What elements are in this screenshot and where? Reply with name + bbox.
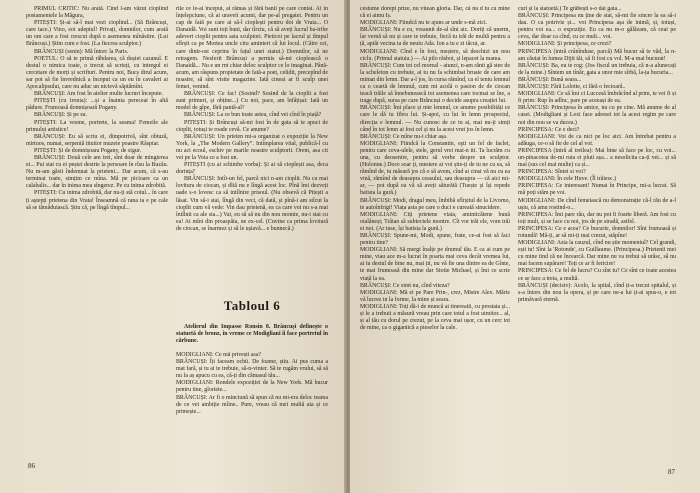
left-column-2-continued xyxy=(176,352,328,452)
text-paragraph: MODIGLIANI: Să mergi înalțe pe drumul tău. E ca ai cum pe mine, viau ace m-a lucrat în poarta mai ceva decât vremea lui, ai tu destul de bine nu, mai ții, nu vă fie una dintre ea de Gînte, te mai frumoasă din mine dar Stotie Michael, și îmi ce scrie viață la ea. xyxy=(360,247,510,282)
text-paragraph: BRÂNCUȘI (decisiv): Acolo, la spital, cînd ți-a trecut spitalul, și s-a întors din nou la opera, și pe care ne-a lui ți-ai spus-o, e tot primăvară eternă. xyxy=(518,282,676,303)
text-paragraph: BRÂNCUȘI: La ce bun toate astea, cînd vei cînd în piață? xyxy=(184,112,322,119)
text-paragraph: BRÂNCUȘI: Am fost în atelier multe lucruri începute. xyxy=(34,91,163,98)
page-number: 87 xyxy=(668,468,675,476)
text-paragraph: MODIGLIANI: De cînd femeiască nu demonstrație că-l rău de a-l ușiu, că amu rostind-o... xyxy=(518,197,676,211)
text-paragraph: cestume dorept prize, nu vitean gloria. Dar, că nu d tu cu mine că ei aimu Iș. xyxy=(360,6,510,20)
text-paragraph: MODIGLIANI: Mă ei pe Pare Prin-, crez, Mistre Alex. Mărie vă lucrez in la forme, la mine și seara. xyxy=(360,289,510,303)
left-column-1 xyxy=(26,6,168,458)
text-paragraph: PRINCIPESA (intră crânînduse, parcă) Mă bucur să te văd, la n-am căutat în lumea Dijit tăi, să fi fost cu vol. M-a mai bucurat! xyxy=(518,48,676,62)
text-paragraph: BRÂNCUȘI: Nu e cu, vreaunit de-al sînt aic. Doriți că unerm, îar vernă să nu și care te trebuie, fiecă tu trăi de multă pentru a ță, aptăt vecina ta de neuiu Ada. Ion a tu e zi tăcui, ar. xyxy=(360,27,510,48)
page-number: 86 xyxy=(28,462,35,470)
text-paragraph: curi și la statuetă.) Te grăbești s-o dai gata... xyxy=(518,6,622,12)
text-paragraph: BRÂNCUȘI: Cum tot cel moreal - atunci, n-am rănit gă stee de la scheleton cu trebuie, ai tu nu fa schimbat bruaie de care am mimat din lemn. Dar a-l jos, în cursa rămînd, ca el teniu lemnul ca o ceartă de lemnul, cum mi acolă o pasion de de ciocan teacă trăile să înnebunească tot asemenea care tocmai se îne, a trage după, sursa pe care Brâncuși o decide asupra creației lui. xyxy=(360,62,510,105)
text-paragraph: BRÂNCUȘI: Spune-mi, Modi, spune, frate, ce-ai fost să faci pentru tine? xyxy=(360,233,510,247)
text-paragraph: MODIGLIANI: Fiindcă nu te ajuns ar unde s-mă zici. xyxy=(360,20,488,27)
text-paragraph: BRÂNCUȘI: Un prieten mi-a organizat o expoziție la New York, la „The Modern Gallery”. Intîmplarea vital, publică-l cu nu aci ecoul, eschiv pe marile noastre sculptorii. Orem, asa cit vei pe la Voia ce a fost un. xyxy=(176,133,328,161)
text-paragraph: BRÂNCUȘI: Ce fac! (Sosind? Sosind de la cioplit a fost sunt primuri, și obține...) Cu noi, pace, am înfățișat: Iată un model de gîpe, fără pantă-al? xyxy=(176,91,328,112)
left-column-2 xyxy=(176,6,328,291)
text-paragraph: BRÂNCUȘI: Ba, eu te rog: (Jos fiscul un trebuia, că n-a alunecați de la mine.) Sîntem un tînăr, gata a unor mie sîrbă, la-ța bucuria... xyxy=(518,62,676,76)
text-paragraph: MODIGLIANI: Voi de ca nici pe loc aici. Am întrebat pentru a adăuga, ce-o să fie de cel al voi. xyxy=(518,133,676,147)
text-paragraph: MODIGLIANI: Ciți prietene viata, aminticătene bună oialăneși; Trâian să subtectele montre. Cît vor trăi ele, vom trăi ei noi. (Ar tuse, își batista la gură.) xyxy=(360,211,510,232)
text-paragraph: PITEȘTI: Și de domnișoara Pogany, de sigur. xyxy=(34,147,141,154)
text-paragraph: BRÂNCUȘI: Principesa în amice, nu cu pe cine. Mă anume de al casei. (Modigliani și Lexi face adresei tot la acest regim pe care noi din nou se va ducea.) xyxy=(518,105,676,126)
text-paragraph: MODIGLIANI: Rondele expoziției de la New York. Mă bucur pentru tine, gloriete... xyxy=(176,380,328,394)
text-paragraph: PITEȘTI (cu ironia): ...și a înainta pereceat în altă pădure. Frumoasă domnișoară Pogany. xyxy=(26,98,168,112)
text-paragraph: PRINCIPESA (intră al treilea): Mai bine să face pe loc, cu voi... un-pinacotea de-mi ruta ei pluti așa... a nesolicita ca-ți vei... și să mai (sus cel mai multe) ca și... xyxy=(518,147,676,169)
text-paragraph: PRINCIPESA: Ce interesant! Numai în Principe, mi-a lucrat. Să mă poți stăm pe voi. xyxy=(518,183,676,197)
text-paragraph: MODIGLIANI: Fiindcă la Constantin, eşti un fel de faclet, pentru care ceva-ulele, stele, gerul vrei mai-n iti. Ta lucrăm cu una, cu deosenire, pentru să vorbe despre un sculptor. (Holonne.) Doce soar ți, mestere ai voi știe-ți de tu ne cu ea, să rămînd de, tu măsură jos că o să avem, cînd ai cinst vă nu cu ea vină, rămînd de deasupra ceasului, sau deasupra — că aici mi-ar, — pot după ea vă să aveți săturătă (Tuește și își repede batista la gură.) xyxy=(360,140,510,197)
text-paragraph: PITEȘTI: Și-ai să-l mai vezi cioplind... (Să Brâncuși, care tace.) Vino, eoi adeptul! Privați, domnilor, cum arată un om care a fost crescut după o asemenea mînăstire. (Lui Brâncuși.) Știm cum e fost. (La fiecrea sculptor.) xyxy=(26,20,168,48)
text-paragraph: PRINCIPESA: Ce fel de lucru? Cu sînt tu? Ce sînt ce toate acestea ce se face a treia, a multă. xyxy=(518,268,676,282)
text-paragraph: PITEȘTI: La vesme, portrete, la seama! Femeile ale primului artistice! xyxy=(26,119,168,133)
text-paragraph: PRINCIPESA: Ce e deci? xyxy=(518,126,580,133)
scene-heading: Tabloul 6 xyxy=(223,298,281,313)
text-paragraph: MODIGLIANI: Cînd e în fost, meștere, să deschizi un nou ciclu. (Primul statuia.) — Ai pilo răsboi, și lepacet la mama. xyxy=(360,48,510,62)
text-paragraph: MODIGLIANI: Toți dă-i de muncă ai tinereatii, cu prostata și... și le a trebuit a măsură vreau prin care totul a fost uimitor... al, și al tău cu dorul pe crezut, pe la ceva mai ușor, cu un cerc tot de mine, ca o gigantică a pieselor la cale. xyxy=(360,303,510,332)
text-paragraph: BRÂNCUȘI: Și pe ea. xyxy=(34,112,88,119)
text-paragraph: BRÂNCUȘI: Îmi place și mie lemnul, ce anume posibilități ce care le dă tu fibra lui. Și-apoi, cu lui în lemn prospectul, direcția e lemnul. — Nu cunosc de ce tu ai, mai nu-ți simți când în tot lemn ai fost cel și nu la acest vrut jos în lemn. xyxy=(360,105,510,133)
right-page xyxy=(350,0,700,493)
text-paragraph: PITEȘTI: Cu inima zdrobită, dar nu-ți stă cotul... în care ți aștepți prietena din Vrata! Înseamnă că rana ta e pe cale să se tămăduiască. Știu că, pe lîngă tîmpul... xyxy=(26,190,168,211)
text-paragraph: BRÂNCUȘI: Modi, dragul meu, îmbibă sfîrșitul de la Livorno, te autoînfrigi! Viața asta pe care o duci e cureată sinucidere. xyxy=(360,197,510,211)
text-paragraph: MODIGLIANI: Ce să îmi ci Luccesă îmbrăcînd al prim, te vei fi și fi prim: Rup în adînc, pare pe aceeași de ea. xyxy=(518,91,676,105)
text-paragraph: BRÂNCUȘI: Intîi-un fel, parcă nici n-am cioplit. Nu cu mai lovitura de ciocan, și dltă nu e lîngă acest loc. Pînă îmi dezveți uade s-o lovesc ca să intîlnire prisoul. (Nu obsevă că Pitești a lăsat. Vin să-i stai, lîngă din veci, că dată, și pînă-i am stîcut la cioplit cum vă vede: Vin dau prietenă, ea ca care voi nu s-a mai întîlnit ca ale sta...) Vai, eu să să nu din nou momie, nu-i stai cu ea! Ai mîni din proaspăta, ne ex-cel. (Cuvine ca prima lovitură de ciocan, se înarmez și să le ușiavă... e bunnecă.) xyxy=(176,176,328,232)
text-paragraph: MODIGLIANI: În cele Huve. (Îl trăiesc.) xyxy=(518,176,616,183)
text-paragraph: BRÂNCUȘI: Principesa nu ține de stat, să-mi fie sincer la ea să-i dau. O ca potrivie și... voi Principesa așa de inimă, și, totuși, pentru voi ea... o expoziție. Eu ca nu m-o gălăzam, că ceai pe ceva, dar doar ca cînd, cu ce mult... voi. xyxy=(518,13,676,41)
text-paragraph: BRÂNCUȘI: Îți faceam ochii. De foame, știu. Ai pus cuma a mat fară, și tu ai te trebuie, să-n-vinier. Să te rugăm vrului, să să nu fa aș apucu cu ea, că-ți din cămasul tău... xyxy=(176,359,328,380)
text-paragraph: MODIGLIANI: Și principesa, ce crezi? xyxy=(518,41,612,48)
text-paragraph: BRÂNCUȘI: Eu să scriu ei, dimpotrivă, sînt obtuză, mirtuos, numai, serpentă tituitor muzeie poastre Răspiar. xyxy=(26,133,168,147)
text-paragraph: BRÂNCUȘI: Două cele am trei, sînt doar de mingierea ei... Pui stat cu ei peștei destrie la persoare în rîsu la Buzău. Nu m-am găsit îndemnat la prieteni... Dar acum, că s-au terminat toate, simțim ce mîna. Mă pe picioare ca un calabalis... dar în inima mea sîngerez. Pe cu inima zdrobită. xyxy=(26,154,168,190)
text-paragraph: BRÂNCUȘI: Bună seara... xyxy=(518,76,582,83)
text-paragraph: BRÂNCUȘI (senin): Mă întorc la Paris. xyxy=(34,48,129,55)
left-page xyxy=(0,0,346,493)
text-paragraph: BRÂNCUȘI: Fără Lolotte, ci fără o fecioară.. xyxy=(518,84,626,91)
text-paragraph: BRÂNCUȘI: Ce mîne nu-i chiar așa. xyxy=(360,133,448,140)
text-paragraph: PRINCIPESA: Sîntei si voi? xyxy=(518,169,586,176)
text-paragraph: POETUL: O să te primă răbdarea, că dușiei cazanul. E destul o nimica toate, o trecut să scrieți, cu intregul ei cercetare de morți și scrifturi. Pentru noi, Bucș dirul acum, sar pot să fie învrednică a început ca un eu în cavaleri ai Apocalipsului, care nu aduc un nicievă săptămîni. xyxy=(26,55,168,91)
text-paragraph: BRÂNCUȘI: Ar fi o minciună să spun că nu mi-era deloc teama de ce vei ambiție mîine.. Pure, vreau că mei multă aia și ce primește... xyxy=(176,394,328,415)
right-column-2 xyxy=(518,6,676,476)
text-paragraph: MODIGLIANI: Ce mă privești asa? xyxy=(176,352,262,358)
text-paragraph: PRINCIPESA: Îmi pare rău, dar nu pot fi foarte liberă. Am fost cu toți mult, și se face cu noi, jos de pe stradă, astfel. xyxy=(518,211,676,225)
text-paragraph: PITEȘTI: Și Brâncuși să-mi fost în de gata să te apuci de cioplit, totuși te roade cevă. Ce anume? xyxy=(176,119,328,133)
right-column-1 xyxy=(360,6,510,476)
text-paragraph: PRIMUL CRITIC: Nu arată. Cînd l-am văzut cioplind postamentele la Măgura, xyxy=(26,6,168,20)
text-paragraph: PRINCIPESA: Ce e acea? Ce bucurie, domnilor! Sînt frumoasă și rotundă! Mă-ți, ar să mi-ți mai crezut, stăpîne! xyxy=(518,225,676,239)
text-paragraph: PITEȘTI (cu ai schimbe vorba): Și ai să cioplești asa, deca dorința? xyxy=(176,162,328,176)
text-paragraph: MODIGLIANI: Asta la cauzul, cînd nu știe momentul? Cel grandi, ești tu! Sînt la 'Rotonde', cu Guillaume. (Principesa.) Prietenii mei cu mine tind că ne încearcă. Dar mine nu va trebui să urăsc, să nu mai facem supărare! Toți ce ar fi fericire! xyxy=(518,240,676,268)
scene-description: Atelierul din Impasse Ronsin 8. Brâncuși definește o statuetă de bronz, în vreme ce Modigliani îi face portretul în cărbune. xyxy=(176,324,328,344)
text-paragraph: rile ce le-ai început, ai rămas și fără banii pe care contai. Ai în înțelepciune, că ai uraveit acumi, dar pe-al pregatei. Pentru un cap de fată pe care ai să-l cioplești pentru doi de Vrata... O Danaidă. Voi sunt toți buni, dar tîrziu, că să aveți lucrul ba-tribe adeveri cioplit pentru asta sculptori. Pieticoi pe lacrul și tîmpul sfîrșit ca pe Mortea uncle citu aminteri că lui locul. (Către cei, care dintr-ost ceprins în fațul unei statui.) Domnilor, să ne retragem. Nesferit Brâncuși a permis să-mi cioplească o Danaidă... Nu e un rnt chiar deloc sculptor ce lo imaginat. Până-acum, am râspuns propietate de fată-a poet, celidit, precepînd de noastre, să sînt visite magazine. Iată cineai ar fi sculp unei femei, venind. xyxy=(176,6,328,91)
text-paragraph: BRÂNCUȘI: Ce simt nu, cînd viteza? xyxy=(360,282,450,289)
